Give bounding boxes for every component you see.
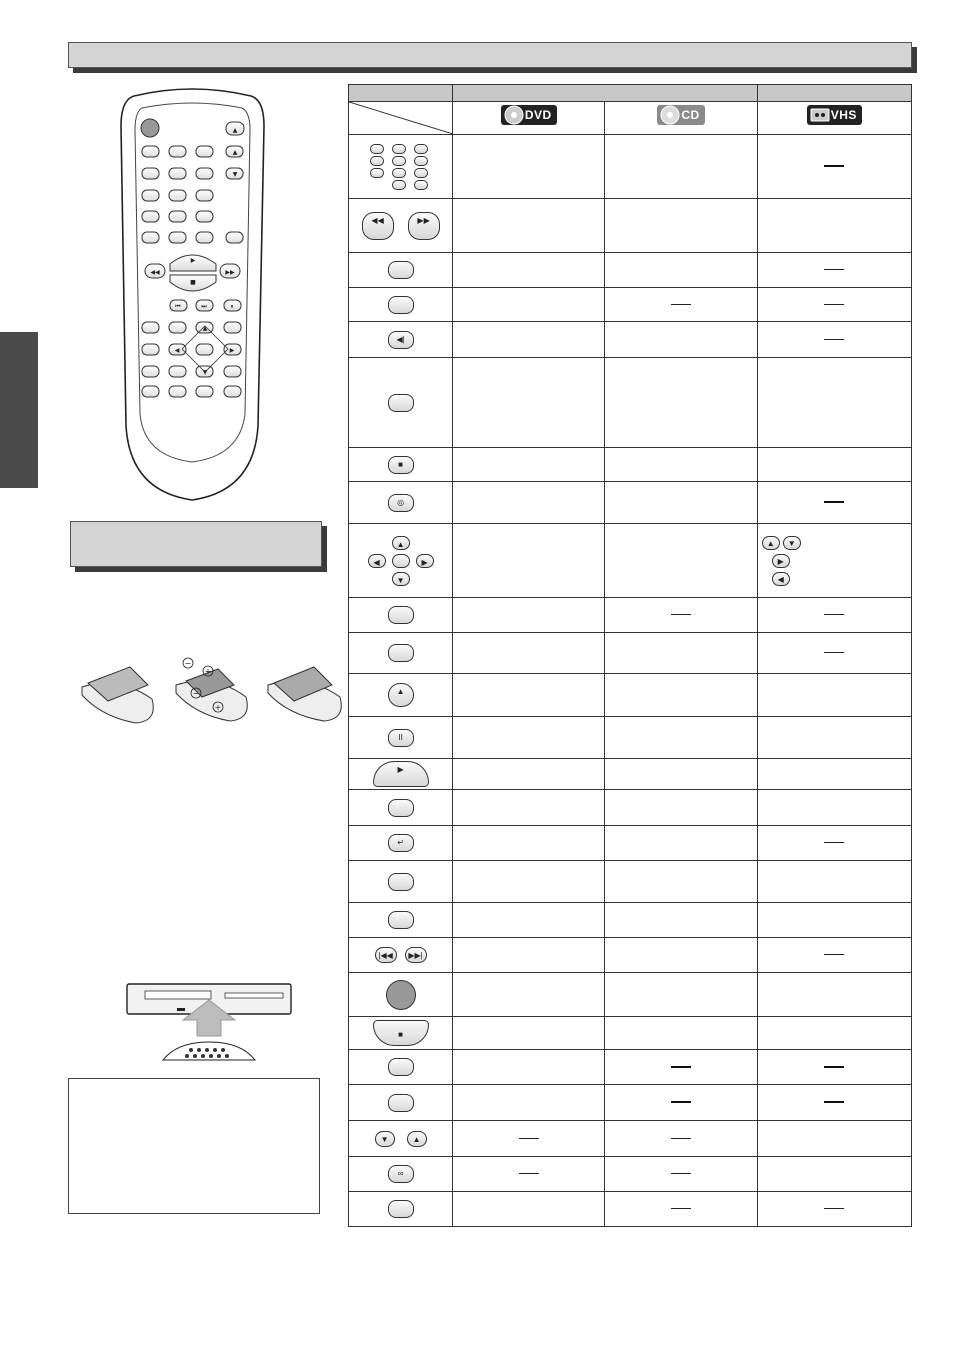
- not-applicable-dash: [824, 165, 844, 167]
- cd-logo-cell: [605, 102, 757, 135]
- vhs-cursor-buttons: ▲ ▼ ▶ ◀: [758, 536, 911, 586]
- dvd-function-cell: [453, 633, 605, 674]
- not-applicable-dash: [824, 954, 844, 955]
- dvd-function-cell: [453, 1085, 605, 1121]
- not-applicable-dash: [824, 501, 844, 503]
- table-row: [349, 358, 912, 448]
- vhs-function-cell: [757, 861, 911, 903]
- cd-function-cell: [605, 1085, 757, 1121]
- button-18-icon: [349, 911, 452, 929]
- button-icon-cell: [349, 358, 453, 448]
- not-applicable-dash: [824, 614, 844, 615]
- svg-text:+: +: [214, 703, 222, 712]
- button-23-icon: [349, 1094, 452, 1112]
- vhs-logo-cell: [757, 102, 911, 135]
- chapter-side-tab: [0, 332, 38, 488]
- button-15-icon: [349, 799, 452, 817]
- not-applicable-dash: [671, 1101, 691, 1103]
- cd-logo: [657, 105, 704, 125]
- button-26-icon: [349, 1200, 452, 1218]
- button-icon-cell: [349, 903, 453, 938]
- button-icon-cell: [349, 253, 453, 288]
- remote-control-icon: [120, 86, 265, 502]
- button-17-icon: [349, 873, 452, 891]
- vhs-function-cell: [757, 448, 911, 482]
- vhs-function-cell: [757, 717, 911, 759]
- svg-text:◀: ◀: [174, 347, 180, 354]
- button-icon-cell: [349, 1192, 453, 1227]
- button-icon-cell: [349, 322, 453, 358]
- table-row: [349, 790, 912, 826]
- vhs-function-cell: [757, 598, 911, 633]
- dvd-function-cell: [453, 288, 605, 322]
- svg-text:▲: ▲: [232, 149, 238, 156]
- cd-function-cell: [605, 1017, 757, 1050]
- table-row: [349, 199, 912, 253]
- button-icon-cell: [349, 482, 453, 524]
- vhs-function-cell: [757, 322, 911, 358]
- svg-text:▼: ▼: [202, 369, 208, 376]
- cd-function-cell: [605, 482, 757, 524]
- table-row: [349, 1050, 912, 1085]
- svg-text:⏮: ⏮: [175, 303, 181, 310]
- table-row: [349, 759, 912, 790]
- dvd-function-cell: [453, 199, 605, 253]
- dvd-function-cell: [453, 448, 605, 482]
- not-applicable-dash: [671, 1138, 691, 1139]
- cd-function-cell: [605, 759, 757, 790]
- battery-section-header: [70, 521, 322, 567]
- button-icon-cell: [349, 826, 453, 861]
- dvd-function-cell: [453, 135, 605, 199]
- svg-text:▲: ▲: [202, 325, 208, 332]
- disc-icon: [659, 104, 681, 126]
- table-row: [349, 938, 912, 973]
- table-row: [349, 861, 912, 903]
- vhs-function-cell: [757, 826, 911, 861]
- cd-function-cell: [605, 633, 757, 674]
- cd-function-cell: [605, 790, 757, 826]
- section-header-bar: [68, 42, 912, 68]
- dvd-function-cell: [453, 826, 605, 861]
- cd-function-cell: [605, 1157, 757, 1192]
- vhs-function-cell: [757, 1085, 911, 1121]
- button-10-icon: [349, 606, 452, 624]
- cd-function-cell: [605, 322, 757, 358]
- dvd-function-cell: [453, 674, 605, 717]
- dvd-logo-text: DVD: [524, 108, 552, 122]
- dvd-function-cell: [453, 1121, 605, 1157]
- svg-text:⏸: ⏸: [230, 303, 234, 310]
- channel-updown-icon: ▼ ▲: [349, 1131, 452, 1147]
- dvd-function-cell: [453, 973, 605, 1017]
- vhs-function-cell: [757, 288, 911, 322]
- vhs-function-cell: [757, 1157, 911, 1192]
- button-icon-cell: [349, 717, 453, 759]
- not-applicable-dash: [824, 339, 844, 340]
- dvd-function-cell: [453, 482, 605, 524]
- stop-large-icon: ■: [349, 1020, 452, 1046]
- cd-function-cell: [605, 524, 757, 598]
- button-11-icon: [349, 644, 452, 662]
- button-icon-cell: [349, 633, 453, 674]
- button-6-icon: [349, 394, 452, 412]
- dvd-function-cell: [453, 253, 605, 288]
- vhs-function-cell: [757, 759, 911, 790]
- power-icon: [349, 980, 452, 1010]
- svg-text:+: +: [204, 667, 212, 676]
- table-row: [349, 1192, 912, 1227]
- dvd-function-cell: [453, 1192, 605, 1227]
- button-icon-cell: [349, 674, 453, 717]
- not-applicable-dash: [671, 1208, 691, 1209]
- dvd-function-cell: [453, 759, 605, 790]
- table-row: [349, 524, 912, 598]
- table-header-diagonal: [349, 102, 453, 135]
- dvd-function-cell: [453, 1050, 605, 1085]
- stop-square-icon: ■: [349, 456, 452, 474]
- not-applicable-dash: [824, 652, 844, 653]
- vhs-function-cell: [757, 1192, 911, 1227]
- vhs-function-cell: [757, 1050, 911, 1085]
- not-applicable-dash: [824, 1101, 844, 1103]
- not-applicable-dash: [671, 1066, 691, 1068]
- button-icon-cell: [349, 1085, 453, 1121]
- table-row: [349, 1121, 912, 1157]
- table-row: [349, 1157, 912, 1192]
- not-applicable-dash: [671, 304, 691, 305]
- table-row: [349, 1017, 912, 1050]
- table-row: [349, 598, 912, 633]
- table-header-button: [349, 85, 453, 102]
- dvd-logo: [501, 105, 557, 125]
- dvd-function-cell: [453, 938, 605, 973]
- vhs-function-cell: [757, 524, 911, 598]
- vhs-function-cell: [757, 199, 911, 253]
- button-function-table: [348, 84, 912, 1227]
- vhs-function-cell: [757, 1121, 911, 1157]
- vhs-function-cell: [757, 358, 911, 448]
- cd-function-cell: [605, 861, 757, 903]
- cassette-icon: [809, 104, 831, 126]
- svg-text:◀◀: ◀◀: [150, 269, 160, 276]
- cd-function-cell: [605, 253, 757, 288]
- button-3-icon: [349, 261, 452, 279]
- table-header-vhs: [757, 85, 911, 102]
- cd-function-cell: [605, 717, 757, 759]
- svg-text:−: −: [192, 689, 200, 698]
- table-header-disc: [453, 85, 758, 102]
- not-applicable-dash: [824, 269, 844, 270]
- button-icon-cell: [349, 861, 453, 903]
- cursor-pad-icon: ▲ ◀ ▶ ▼: [349, 536, 452, 586]
- button-22-icon: [349, 1058, 452, 1076]
- vhs-function-cell: [757, 1017, 911, 1050]
- vhs-function-cell: [757, 135, 911, 199]
- vcr-mode-icon: ∞: [349, 1165, 452, 1183]
- cd-function-cell: [605, 288, 757, 322]
- not-applicable-dash: [519, 1173, 539, 1174]
- svg-text:■: ■: [190, 279, 196, 286]
- cd-function-cell: [605, 973, 757, 1017]
- button-icon-cell: [349, 1157, 453, 1192]
- svg-text:▼: ▼: [232, 171, 238, 178]
- table-row: [349, 448, 912, 482]
- table-row: [349, 903, 912, 938]
- vhs-function-cell: [757, 790, 911, 826]
- button-icon-cell: [349, 790, 453, 826]
- dvd-function-cell: [453, 903, 605, 938]
- svg-text:▶▶: ▶▶: [225, 269, 235, 276]
- cd-function-cell: [605, 448, 757, 482]
- button-icon-cell: [349, 973, 453, 1017]
- dvd-logo-cell: [453, 102, 605, 135]
- table-row: [349, 826, 912, 861]
- table-row: [349, 288, 912, 322]
- vhs-function-cell: [757, 253, 911, 288]
- vhs-function-cell: [757, 633, 911, 674]
- button-icon-cell: [349, 759, 453, 790]
- cd-logo-text: CD: [681, 108, 700, 122]
- dvd-function-cell: [453, 358, 605, 448]
- table-row: [349, 973, 912, 1017]
- cd-function-cell: [605, 938, 757, 973]
- button-icon-cell: [349, 1017, 453, 1050]
- button-icon-cell: [349, 448, 453, 482]
- button-icon-cell: [349, 1121, 453, 1157]
- button-icon-cell: [349, 288, 453, 322]
- dvd-function-cell: [453, 1157, 605, 1192]
- svg-text:⏭: ⏭: [201, 303, 207, 310]
- table-body: [349, 135, 912, 1227]
- button-icon-cell: [349, 1050, 453, 1085]
- pause-icon: II: [349, 729, 452, 747]
- cd-function-cell: [605, 674, 757, 717]
- dvd-function-cell: [453, 1017, 605, 1050]
- vhs-function-cell: [757, 973, 911, 1017]
- cd-function-cell: [605, 135, 757, 199]
- button-icon-cell: [349, 135, 453, 199]
- table-row: [349, 674, 912, 717]
- vhs-function-cell: [757, 938, 911, 973]
- vhs-logo: [807, 105, 862, 125]
- eject-icon: ▲: [349, 683, 452, 707]
- cd-function-cell: [605, 903, 757, 938]
- svg-text:▶: ▶: [229, 347, 235, 354]
- table-row: [349, 253, 912, 288]
- not-applicable-dash: [519, 1138, 539, 1139]
- svg-text:▲: ▲: [232, 127, 238, 134]
- button-icon-cell: [349, 598, 453, 633]
- player-remote-aim-icon: [125, 980, 293, 1070]
- audio-icon: ◀|: [349, 331, 452, 349]
- not-applicable-dash: [824, 842, 844, 843]
- skip-prev-next-icon: |◀◀ ▶▶|: [349, 947, 452, 963]
- record-icon: ◎: [349, 494, 452, 512]
- battery-install-icon: [78, 655, 346, 727]
- cd-function-cell: [605, 1121, 757, 1157]
- button-icon-cell: [349, 524, 453, 598]
- disc-icon: [503, 104, 525, 126]
- dvd-function-cell: [453, 322, 605, 358]
- cd-function-cell: [605, 1192, 757, 1227]
- cd-function-cell: [605, 358, 757, 448]
- not-applicable-dash: [671, 614, 691, 615]
- cd-function-cell: [605, 826, 757, 861]
- cd-function-cell: [605, 199, 757, 253]
- table-row: [349, 633, 912, 674]
- dvd-function-cell: [453, 790, 605, 826]
- svg-text:−: −: [184, 659, 192, 668]
- dvd-function-cell: [453, 717, 605, 759]
- not-applicable-dash: [824, 1208, 844, 1209]
- vhs-function-cell: [757, 903, 911, 938]
- vhs-function-cell: [757, 674, 911, 717]
- table-row: [349, 322, 912, 358]
- vhs-function-cell: [757, 482, 911, 524]
- button-4-icon: [349, 296, 452, 314]
- play-icon: ▶: [349, 761, 452, 787]
- table-row: [349, 717, 912, 759]
- table-row: [349, 135, 912, 199]
- svg-text:▶: ▶: [190, 257, 196, 264]
- dvd-function-cell: [453, 524, 605, 598]
- not-applicable-dash: [824, 304, 844, 305]
- dvd-function-cell: [453, 598, 605, 633]
- numeric-keypad-icon: [349, 144, 452, 190]
- not-applicable-dash: [824, 1066, 844, 1068]
- return-icon: ↵: [349, 834, 452, 852]
- button-icon-cell: [349, 938, 453, 973]
- dvd-function-cell: [453, 861, 605, 903]
- table-row: [349, 1085, 912, 1121]
- skip-rew-ffw-icon: ◀◀ ▶▶: [349, 212, 452, 240]
- cd-function-cell: [605, 598, 757, 633]
- table-row: [349, 482, 912, 524]
- button-icon-cell: [349, 199, 453, 253]
- vhs-logo-text: VHS: [830, 108, 857, 122]
- not-applicable-dash: [671, 1173, 691, 1174]
- note-box: [68, 1078, 320, 1214]
- cd-function-cell: [605, 1050, 757, 1085]
